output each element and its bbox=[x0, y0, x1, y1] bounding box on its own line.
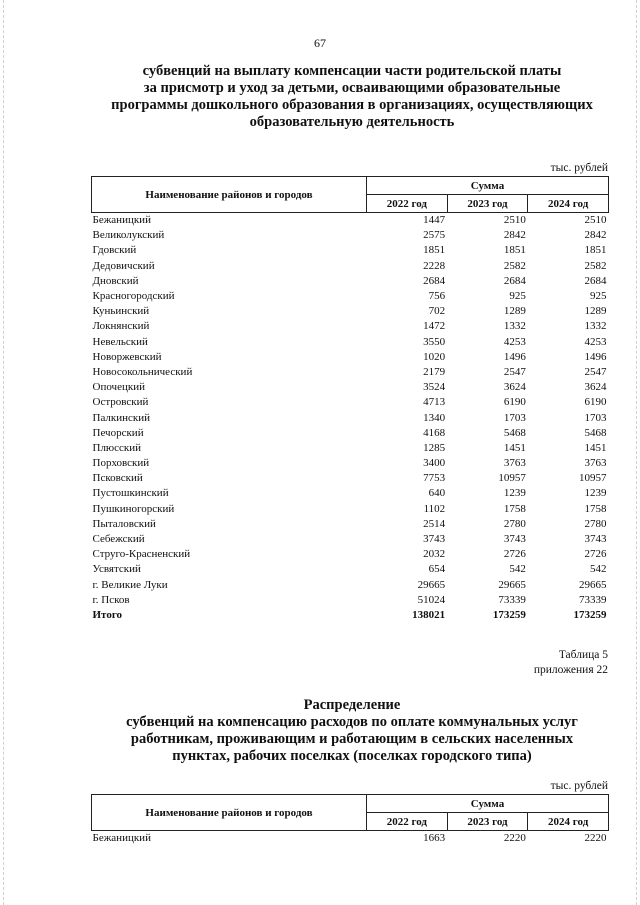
table-row bbox=[92, 304, 609, 319]
amount-cell: 2547 bbox=[503, 365, 526, 378]
amount-cell: 173259 bbox=[573, 608, 607, 621]
column-header-year: 2023 год bbox=[447, 195, 528, 213]
table-row bbox=[92, 274, 609, 289]
amount-cell: 2726 bbox=[503, 548, 526, 561]
amount-cell: 6190 bbox=[584, 396, 607, 409]
column-header-year: 2022 год bbox=[367, 195, 448, 213]
amount-cell: 1289 bbox=[503, 305, 526, 318]
table2-title bbox=[92, 697, 612, 765]
amount-cell: 1102 bbox=[423, 502, 446, 515]
district-name: г. Псков bbox=[92, 593, 130, 606]
table-row bbox=[92, 547, 609, 562]
amount-cell: 2684 bbox=[584, 274, 607, 287]
amount-cell: 1285 bbox=[423, 441, 446, 454]
district-name: Порховский bbox=[92, 457, 150, 470]
title-line: работникам, проживающим и работающим в сельских населенных bbox=[130, 731, 574, 747]
amount-cell: 2514 bbox=[423, 517, 446, 530]
title-line: субвенций на выплату компенсации части родительской платы bbox=[142, 63, 562, 79]
amount-cell: 1851 bbox=[503, 244, 526, 257]
amount-cell: 3743 bbox=[423, 533, 446, 546]
amount-cell: 51024 bbox=[417, 593, 446, 606]
title-line: образовательную деятельность bbox=[249, 114, 455, 130]
column-header-name: Наименование районов и городов bbox=[92, 177, 367, 213]
amount-cell: 542 bbox=[509, 563, 526, 576]
amount-cell: 3624 bbox=[503, 381, 526, 394]
amount-cell: 7753 bbox=[423, 472, 446, 485]
amount-cell: 4168 bbox=[423, 426, 446, 439]
amount-cell: 2510 bbox=[503, 214, 526, 227]
table-row bbox=[92, 228, 609, 243]
amount-cell: 2220 bbox=[584, 832, 607, 845]
table-number: Таблица 5 bbox=[558, 649, 608, 661]
table2 bbox=[91, 794, 609, 846]
table-row bbox=[92, 502, 609, 517]
column-header-name: Наименование районов и городов bbox=[92, 795, 367, 831]
amount-cell: 2582 bbox=[503, 259, 526, 272]
amount-cell: 1496 bbox=[584, 350, 607, 363]
district-name: Новосокольнический bbox=[92, 365, 193, 378]
amount-cell: 2780 bbox=[584, 517, 607, 530]
column-header-year: 2022 год bbox=[367, 813, 448, 831]
amount-cell: 2032 bbox=[423, 548, 446, 561]
table-row bbox=[92, 335, 609, 350]
title-line: за присмотр и уход за детьми, осваивающими образовательные bbox=[143, 80, 561, 96]
table-row bbox=[92, 350, 609, 365]
table-row bbox=[92, 562, 609, 577]
amount-cell: 4253 bbox=[503, 335, 526, 348]
amount-cell: 1239 bbox=[584, 487, 607, 500]
table-row bbox=[92, 517, 609, 532]
table-row bbox=[92, 319, 609, 334]
amount-cell: 3624 bbox=[584, 381, 607, 394]
amount-cell: 1472 bbox=[423, 320, 446, 333]
appendix-ref: приложения 22 bbox=[533, 664, 608, 676]
amount-cell: 2780 bbox=[503, 517, 526, 530]
amount-cell: 2179 bbox=[423, 365, 446, 378]
table-row bbox=[92, 289, 609, 304]
amount-cell: 3743 bbox=[503, 533, 526, 546]
column-header-year: 2024 год bbox=[528, 195, 609, 213]
district-name: Бежаницкий bbox=[92, 832, 151, 845]
district-name: Невельский bbox=[92, 335, 148, 348]
district-name: Дедовичский bbox=[92, 259, 155, 272]
table-row bbox=[92, 259, 609, 274]
table-row bbox=[92, 441, 609, 456]
amount-cell: 1851 bbox=[423, 244, 446, 257]
district-name: Дновский bbox=[92, 274, 139, 287]
table-row bbox=[92, 365, 609, 380]
total-row bbox=[92, 608, 609, 623]
district-name: Локнянский bbox=[92, 320, 150, 333]
amount-cell: 2547 bbox=[584, 365, 607, 378]
amount-cell: 925 bbox=[590, 290, 607, 303]
amount-cell: 2582 bbox=[584, 259, 607, 272]
column-header-year: 2023 год bbox=[447, 813, 528, 831]
amount-cell: 2684 bbox=[423, 274, 446, 287]
district-name: Пушкиногорский bbox=[92, 502, 175, 515]
amount-cell: 1239 bbox=[503, 487, 526, 500]
amount-cell: 1340 bbox=[423, 411, 446, 424]
amount-cell: 702 bbox=[428, 305, 446, 318]
table1 bbox=[91, 176, 609, 623]
district-name: Куньинский bbox=[92, 305, 150, 318]
table-row bbox=[92, 213, 609, 229]
amount-cell: 1496 bbox=[503, 350, 526, 363]
district-name: Псковский bbox=[92, 472, 143, 485]
column-header-sum: Сумма bbox=[367, 177, 609, 195]
amount-cell: 173259 bbox=[492, 608, 526, 621]
amount-cell: 3524 bbox=[423, 381, 446, 394]
amount-cell: 2220 bbox=[503, 832, 526, 845]
amount-cell: 1758 bbox=[503, 502, 526, 515]
table-row bbox=[92, 471, 609, 486]
title-line: пунктах, рабочих поселках (поселках городского типа) bbox=[172, 748, 532, 764]
amount-cell: 3400 bbox=[423, 457, 446, 470]
amount-cell: 5468 bbox=[584, 426, 607, 439]
district-name: Гдовский bbox=[92, 244, 137, 257]
amount-cell: 73339 bbox=[579, 593, 607, 606]
amount-cell: 925 bbox=[509, 290, 526, 303]
amount-cell: 5468 bbox=[503, 426, 526, 439]
amount-cell: 73339 bbox=[498, 593, 526, 606]
table-row bbox=[92, 593, 609, 608]
district-name: Красногородский bbox=[92, 290, 175, 303]
table-row bbox=[92, 380, 609, 395]
table-row bbox=[92, 831, 609, 847]
district-name: Новоржевский bbox=[92, 350, 162, 363]
amount-cell: 2842 bbox=[584, 229, 607, 242]
amount-cell: 2575 bbox=[423, 229, 446, 242]
amount-cell: 3763 bbox=[503, 457, 526, 470]
amount-cell: 1703 bbox=[584, 411, 607, 424]
table-row bbox=[92, 395, 609, 410]
amount-cell: 2510 bbox=[584, 214, 607, 227]
amount-cell: 1451 bbox=[503, 441, 526, 454]
table-row bbox=[92, 532, 609, 547]
amount-cell: 1663 bbox=[423, 832, 446, 845]
title-line: Распределение bbox=[303, 697, 401, 713]
amount-cell: 1020 bbox=[423, 350, 446, 363]
district-name: Бежаницкий bbox=[92, 214, 151, 227]
district-name: г. Великие Луки bbox=[92, 578, 168, 591]
amount-cell: 2684 bbox=[503, 274, 526, 287]
amount-cell: 1851 bbox=[584, 244, 607, 257]
district-name: Плюсский bbox=[92, 441, 142, 454]
table2-body bbox=[92, 831, 609, 847]
table1-title bbox=[92, 63, 612, 131]
district-name: Опочецкий bbox=[92, 381, 145, 394]
table-label bbox=[534, 648, 608, 678]
amount-cell: 29665 bbox=[498, 578, 526, 591]
amount-cell: 4713 bbox=[423, 396, 446, 409]
amount-cell: 2842 bbox=[503, 229, 526, 242]
amount-cell: 10957 bbox=[498, 472, 526, 485]
district-name: Пустошкинский bbox=[92, 487, 169, 500]
district-name: Усвятский bbox=[92, 563, 141, 576]
district-name: Себежский bbox=[92, 533, 145, 546]
column-header-year: 2024 год bbox=[528, 813, 609, 831]
district-name: Печорский bbox=[92, 426, 144, 439]
column-header-sum: Сумма bbox=[367, 795, 609, 813]
district-name: Палкинский bbox=[92, 411, 151, 424]
district-name: Великолукский bbox=[92, 229, 165, 242]
district-name: Итого bbox=[92, 608, 123, 621]
district-name: Островский bbox=[92, 396, 149, 409]
amount-cell: 29665 bbox=[579, 578, 607, 591]
amount-cell: 1703 bbox=[503, 411, 526, 424]
district-name: Струго-Красненский bbox=[92, 548, 191, 561]
amount-cell: 29665 bbox=[417, 578, 446, 591]
amount-cell: 138021 bbox=[412, 608, 446, 621]
amount-cell: 1451 bbox=[584, 441, 607, 454]
amount-cell: 1289 bbox=[584, 305, 607, 318]
district-name: Пыталовский bbox=[92, 517, 156, 530]
amount-cell: 1758 bbox=[584, 502, 607, 515]
amount-cell: 1447 bbox=[423, 214, 446, 227]
table-row bbox=[92, 410, 609, 425]
amount-cell: 1332 bbox=[503, 320, 526, 333]
title-line: программы дошкольного образования в организациях, осуществляющих bbox=[111, 97, 593, 113]
table-row bbox=[92, 243, 609, 258]
table-row bbox=[92, 578, 609, 593]
amount-cell: 2228 bbox=[423, 259, 446, 272]
amount-cell: 654 bbox=[428, 563, 446, 576]
amount-cell: 3743 bbox=[584, 533, 607, 546]
amount-cell: 4253 bbox=[584, 335, 607, 348]
amount-cell: 756 bbox=[428, 290, 446, 303]
table1-units: тыс. рублей bbox=[550, 162, 608, 174]
table-row bbox=[92, 426, 609, 441]
amount-cell: 10957 bbox=[579, 472, 607, 485]
table-row bbox=[92, 456, 609, 471]
page-number: 67 bbox=[314, 36, 326, 50]
table2-units: тыс. рублей bbox=[550, 780, 608, 792]
amount-cell: 1332 bbox=[584, 320, 607, 333]
title-line: субвенций на компенсацию расходов по оплате коммунальных услуг bbox=[126, 714, 578, 730]
amount-cell: 3550 bbox=[423, 335, 446, 348]
amount-cell: 542 bbox=[590, 563, 607, 576]
amount-cell: 2726 bbox=[584, 548, 607, 561]
amount-cell: 3763 bbox=[584, 457, 607, 470]
table-row bbox=[92, 486, 609, 501]
amount-cell: 640 bbox=[428, 487, 446, 500]
table1-body bbox=[92, 213, 609, 624]
amount-cell: 6190 bbox=[503, 396, 526, 409]
